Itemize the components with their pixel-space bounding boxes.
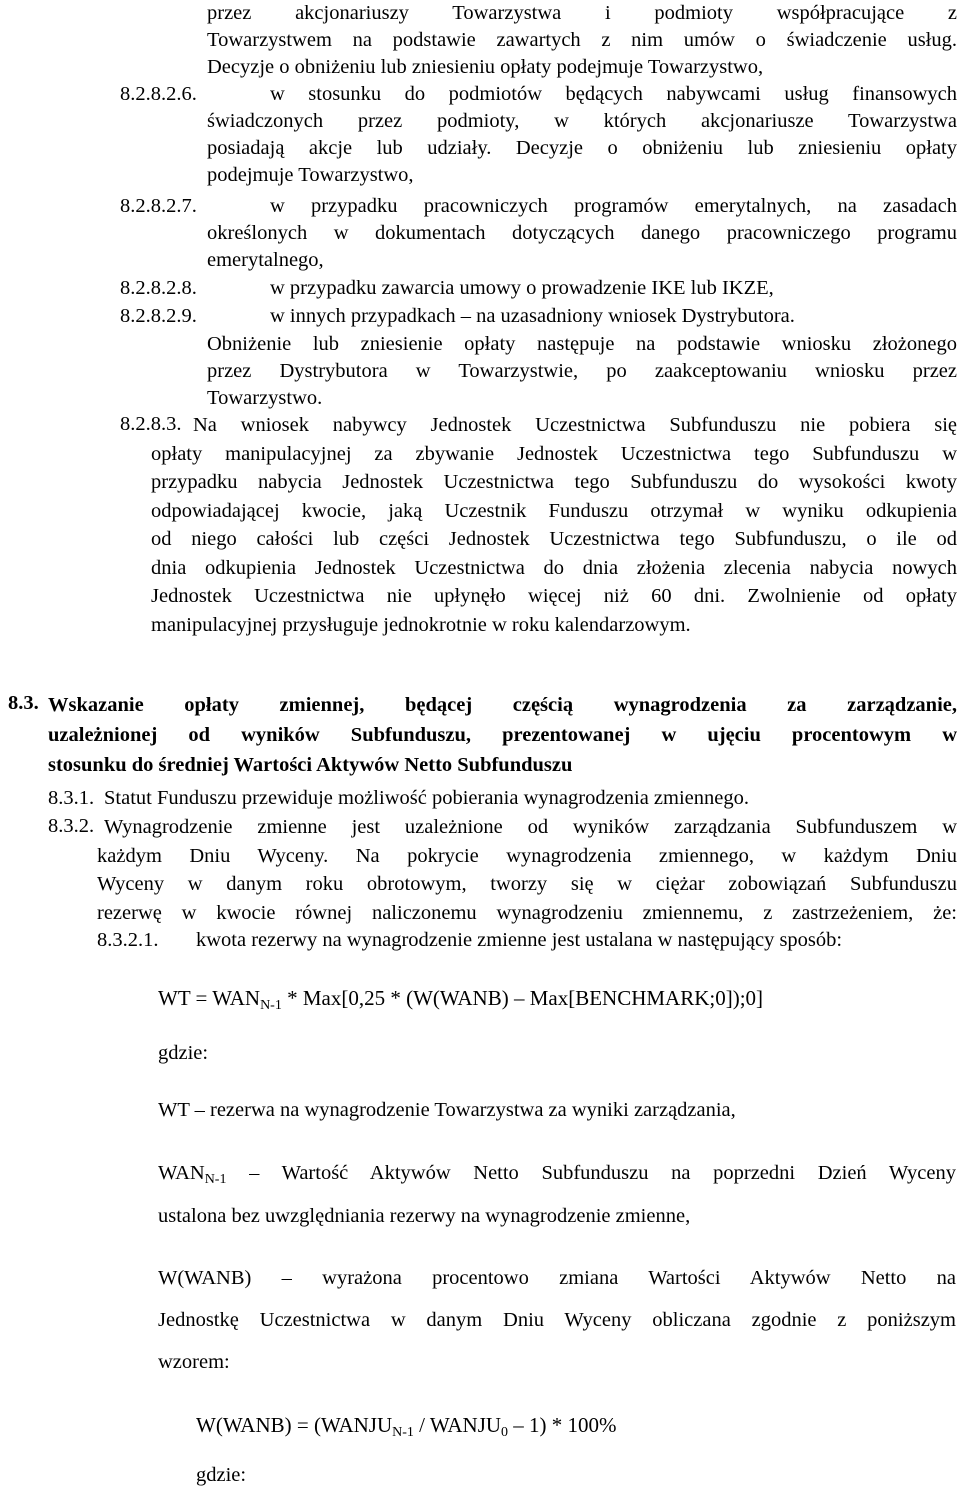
heading-line: uzależnionej od wyników Subfunduszu, prezentowanej w ujęciu procentowym w bbox=[48, 724, 957, 746]
text-line: przez Dystrybutora w Towarzystwie, po zaakceptowaniu wniosku przez bbox=[207, 360, 957, 382]
text-line: Towarzystwem na podstawie zawartych z nim umów o świadczenie usług. bbox=[207, 29, 957, 51]
item-paragraph bbox=[207, 81, 957, 189]
item-text: w przypadku zawarcia umowy o prowadzenie IKE lub IKZE, bbox=[270, 277, 774, 299]
heading-line: Wskazanie opłaty zmiennej, będącej częścią wynagrodzenia za zarządzanie, bbox=[48, 694, 957, 716]
intro-paragraph bbox=[207, 0, 957, 81]
item-paragraph bbox=[207, 193, 957, 274]
text-line: Wyceny w danym roku obrotowym, tworzy się w ciężar zobowiązań Subfunduszu bbox=[97, 873, 957, 895]
item-text: kwota rezerwy na wynagrodzenie zmienne jest ustalana w następujący sposób: bbox=[196, 929, 843, 951]
heading-line: stosunku do średniej Wartości Aktywów Netto Subfunduszu bbox=[48, 754, 573, 776]
text-line: emerytalnego, bbox=[207, 249, 324, 271]
text-line: Wynagrodzenie zmienne jest uzależnione od wyników zarządzania Subfunduszem w bbox=[104, 816, 957, 838]
text-line: opłaty manipulacyjnej za zbywanie Jednostek Uczestnictwa tego Subfunduszu w bbox=[151, 442, 957, 465]
text-line: świadczonych przez podmioty, w których akcjonariusze Towarzystwa bbox=[207, 110, 957, 132]
definition-wwanb-cont: Jednostkę Uczestnictwa w danym Dniu Wyceny obliczana zgodnie z poniższym bbox=[158, 1309, 956, 1331]
text-line: posiadają akcje lub udziały. Decyzje o obniżeniu lub zniesieniu opłaty bbox=[207, 137, 957, 159]
item-number: 8.2.8.2.7. bbox=[120, 195, 197, 217]
where-label: gdzie: bbox=[196, 1464, 247, 1486]
item-paragraph bbox=[151, 411, 957, 639]
text-line: przez akcjonariuszy Towarzystwa i podmioty współpracujące z bbox=[207, 2, 957, 24]
item-number: 8.2.8.2.6. bbox=[120, 83, 197, 105]
definition-wan: $WAN_{N-1}$ – Wartość Aktywów Netto Subfunduszu na poprzedni Dzień Wyceny bbox=[158, 1162, 956, 1187]
text-line: Decyzje o obniżeniu lub zniesieniu opłaty podejmuje Towarzystwo, bbox=[207, 56, 764, 78]
section-heading bbox=[48, 690, 957, 780]
item-number: 8.3.2. bbox=[48, 815, 95, 837]
text-line: odpowiadającej kwocie, jaką Uczestnik Funduszu otrzymał w wyniku odkupienia bbox=[151, 499, 957, 522]
reduction-note bbox=[207, 331, 957, 412]
item-number: 8.3.2.1. bbox=[97, 929, 159, 951]
text-line: w przypadku pracowniczych programów emerytalnych, na zasadach bbox=[270, 195, 957, 217]
item-number: 8.2.8.3. bbox=[120, 413, 182, 435]
formula-wwanb: W(WANB) = ($WANJU_{N-1}$ / $WANJU_0 - 1) * 100\%$ bbox=[196, 1413, 617, 1440]
text-line: od niego całości lub części Jednostek Uczestnictwa tego Subfunduszu, o ile od bbox=[151, 528, 957, 550]
item-number: 8.2.8.2.9. bbox=[120, 305, 197, 327]
where-label: gdzie: bbox=[158, 1042, 209, 1064]
item-text: Statut Funduszu przewiduje możliwość pobierania wynagrodzenia zmiennego. bbox=[104, 787, 749, 809]
item-number: 8.2.8.2.8. bbox=[120, 277, 197, 299]
text-line: dnia odkupienia Jednostek Uczestnictwa do dnia złożenia zlecenia nabycia nowych bbox=[151, 556, 957, 579]
text-line: Jednostek Uczestnictwa nie upłynęło więcej niż 60 dni. Zwolnienie od opłaty bbox=[151, 585, 957, 607]
item-text: w innych przypadkach – na uzasadniony wniosek Dystrybutora. bbox=[270, 305, 795, 327]
section-number: 8.3. bbox=[8, 692, 39, 714]
text-line: Na wniosek nabywcy Jednostek Uczestnictwa Subfunduszu nie pobiera się bbox=[193, 414, 957, 436]
item-number: 8.3.1. bbox=[48, 787, 95, 809]
definition-wwanb: W(WANB) – wyrażona procentowo zmiana Wartości Aktywów Netto na bbox=[158, 1267, 956, 1289]
text-line: w stosunku do podmiotów będących nabywcami usług finansowych bbox=[270, 83, 957, 105]
text-line: manipulacyjnej przysługuje jednokrotnie w roku kalendarzowym. bbox=[151, 613, 691, 636]
text-line: każdym Dniu Wyceny. Na pokrycie wynagrodzenia zmiennego, w każdym Dniu bbox=[97, 844, 957, 867]
definition-wt: WT – rezerwa na wynagrodzenie Towarzystwa za wyniki zarządzania, bbox=[158, 1099, 736, 1121]
definition-wan-cont: ustalona bez uwzględniania rezerwy na wynagrodzenie zmienne, bbox=[158, 1205, 691, 1227]
text-line: podejmuje Towarzystwo, bbox=[207, 164, 414, 186]
item-paragraph bbox=[97, 813, 957, 927]
text-line: rezerwę w kwocie równej naliczonemu wynagrodzeniu zmiennemu, z zastrzeżeniem, że: bbox=[97, 901, 957, 924]
definition-wwanb-end: wzorem: bbox=[158, 1351, 230, 1373]
text-line: przypadku nabycia Jednostek Uczestnictwa tego Subfunduszu do wysokości kwoty bbox=[151, 471, 957, 493]
text-line: określonych w dokumentach dotyczących danego pracowniczego programu bbox=[207, 222, 957, 244]
text-line: Towarzystwo. bbox=[207, 387, 323, 409]
text-line: Obniżenie lub zniesienie opłaty następuje na podstawie wniosku złożonego bbox=[207, 333, 957, 355]
formula-wt: WT = $WAN_{N-1} * Max[0,25$ * (W(WANB) – Max[BENCHMARK;0]);0] bbox=[158, 986, 764, 1013]
